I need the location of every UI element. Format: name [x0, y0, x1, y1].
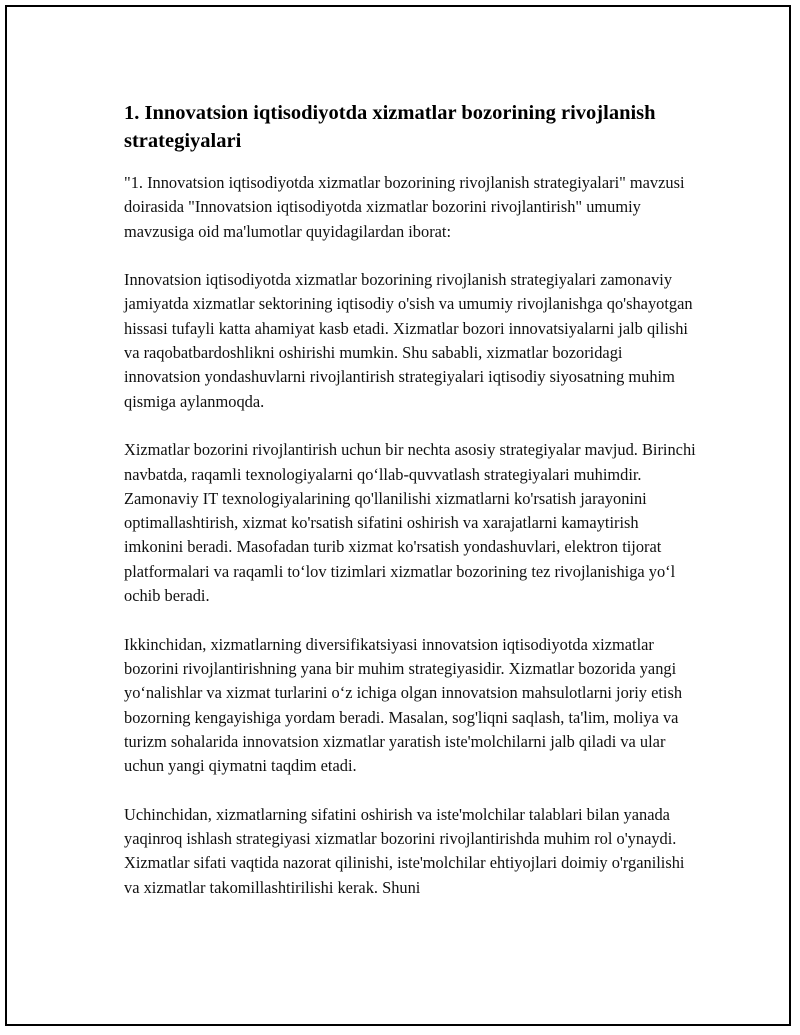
paragraph-digital-strategies: Xizmatlar bozorini rivojlantirish uchun bir nechta asosiy strategiyalar mavjud. Birinchi navbatda, raqamli texnologiyalarni qo‘llab-quvvatlash strategiyalari muhimdir. Zamonaviy IT texnologiyalarining qo'llanilishi xizmatlarni ko'rsatish jarayonini optimallashtirish, xizmat ko'rsatish sifatini oshirish va xarajatlarni kamaytirish imkonini beradi. Masofadan turib xizmat ko'rsatish yondashuvlari, elektron tijorat platformalari va raqamli to‘lov tizimlari xizmatlar bozorining tez rivojlanishiga yo‘l ochib beradi. [124, 440, 696, 606]
paragraph-quality: Uchinchidan, xizmatlarning sifatini oshirish va iste'molchilar talablari bilan yanada yaqinroq ishlash strategiyasi xizmatlar bozorini rivojlantirishda muhim rol o'ynaydi. Xizmatlar sifati vaqtida nazorat qilinishi, iste'molchilar ehtiyojlari doimiy o'rganilishi va xizmatlar takomillashtirilishi kerak. Shuni [124, 804, 685, 897]
paragraph-diversification: Ikkinchidan, xizmatlarning diversifikatsiyasi innovatsion iqtisodiyotda xizmatlar bozorini rivojlantirishning yana bir muhim strategiyasidir. Xizmatlar bozorida yangi yo‘nalishlar va xizmat turlarini o‘z ichiga olgan innovatsion mahsulotlarni joriy etish bozorning kengayishiga yordam beradi. Masalan, sog'liqni saqlash, ta'lim, moliya va turizm sohalarida innovatsion xizmatlar yaratish iste'molchilarni jalb qiladi va ular uchun yangi qiymatni taqdim etadi. [124, 634, 683, 776]
document-body [124, 99, 699, 924]
paragraph-overview: Innovatsion iqtisodiyotda xizmatlar bozorining rivojlanish strategiyalari zamonaviy jamiyatda xizmatlar sektorining iqtisodiy o'sish va umumiy rivojlanishga qo'shayotgan hissasi tufayli katta ahamiyat kasb etadi. Xizmatlar bozori innovatsiyalarni jalb qilishi va raqobatbardoshlikni oshirishi mumkin. Shu sababli, xizmatlar bozoridagi innovatsion yondashuvlarni rivojlantirish strategiyalari iqtisodiy siyosatning muhim qismiga aylanmoqda. [124, 270, 693, 411]
document-title: 1. Innovatsion iqtisodiyotda xizmatlar bozorining rivojlanish strategiyalari [124, 102, 656, 152]
paragraph-intro: "1. Innovatsion iqtisodiyotda xizmatlar bozorining rivojlanish strategiyalari" mavzusi doirasida "Innovatsion iqtisodiyotda xizmatlar bozorini rivojlantirish" umumiy mavzusiga oid ma'lumotlar quyidagilardan iborat: [124, 173, 685, 241]
page-frame [5, 5, 791, 1026]
